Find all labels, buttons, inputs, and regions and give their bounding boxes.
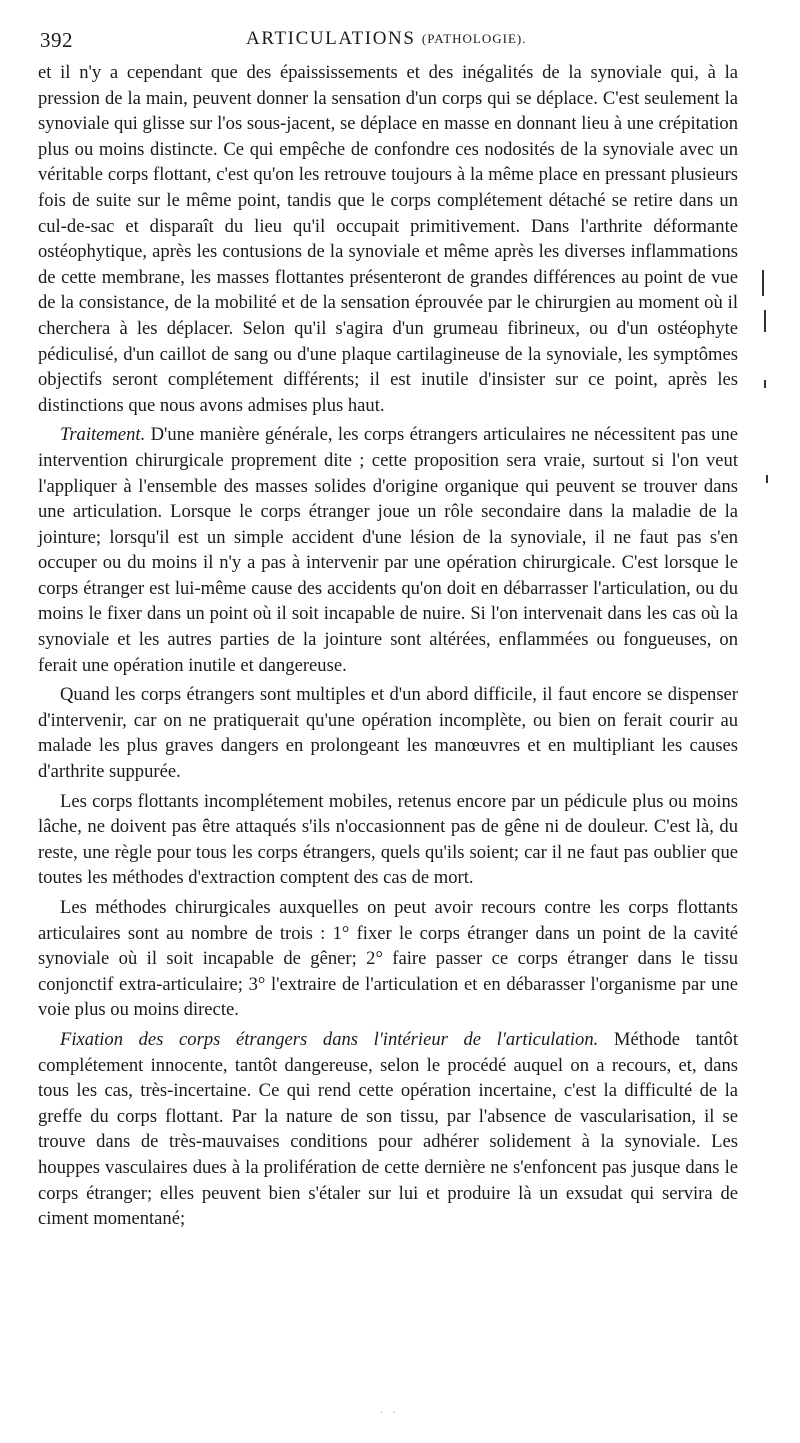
paragraph-incomplete-mobility bbox=[38, 789, 738, 891]
margin-mark bbox=[764, 380, 766, 388]
paragraph-text: et il n'y a cependant que des épaississements et des inégalités de la synoviale qui, à la pression de la main, peuvent donner la sensation d'un corps qui se déplace. C'est seulement la synoviale qui glisse sur l'os sous-jacent, se déplace en masse en donnant lieu à une crépitation plus ou moins distincte. Ce qui empêche de confondre ces nodosités de la synoviale avec un véritable corps flottant, c'est qu'on les retrouve toujours à la même place en pressant plusieurs fois de suite sur le même point, tandis que le corps complétement détaché se retire dans un cul-de-sac et disparaît du lieu qu'il occupait primitivement. Dans l'arthrite déformante ostéophytique, après les contusions de la synoviale et même après les diverses inflammations de cette membrane, les masses flottantes présenteront de grandes différences au point de vue de la consistance, de la mobilité et de la sensation éprouvée par le chirurgien au moment où il cherchera à les déplacer. Selon qu'il s'agira d'un grumeau fibrineux, ou d'un ostéophyte pédiculisé, d'un caillot de sang ou d'une plaque cartilagineuse de la synoviale, les symptômes objectifs seront complétement différents; il est inutile d'insister sur ce point, après les distinctions que nous avons admises plus haut. bbox=[38, 62, 738, 416]
paragraph-traitement bbox=[38, 422, 738, 678]
running-title bbox=[246, 28, 527, 50]
margin-marks bbox=[756, 270, 776, 500]
paragraph-methods bbox=[38, 895, 738, 1023]
page-header bbox=[30, 22, 750, 52]
running-title-main: ARTICULATIONS bbox=[246, 28, 416, 49]
paragraph-text: D'une manière générale, les corps étrangers articulaires ne nécessitent pas une intervention chirurgicale proprement dite ; cette proposition sera vraie, surtout si l'on veut l'appliquer à l'ensemble des masses solides d'origine organique qui peuvent se trouver dans une articulation. Lorsque le corps étranger joue un rôle secondaire dans la maladie de la jointure; lorsqu'il est un simple accident d'une lésion de la synoviale, il ne faut pas s'en occuper ou du moins il n'y a pas à intervenir par une opération chirurgicale. C'est lorsque le corps étranger est lui-même cause des accidents qu'on doit en débarrasser l'articulation, ou du moins le fixer dans un point où il soit incapable de nuire. Si l'on intervenait dans les cas où la synoviale et les autres parties de la jointure sont altérées, enflammées ou fongueuses, on ferait une opération inutile et dangereuse. bbox=[38, 424, 738, 676]
page-body bbox=[38, 60, 738, 1236]
section-lead-fixation: Fixation des corps étrangers dans l'intérieur de l'articulation. bbox=[60, 1028, 599, 1050]
paragraph-text: Quand les corps étrangers sont multiples et d'un abord difficile, il faut encore se dispenser d'intervenir, car on ne pratiquerait qu'une opération incomplète, ou bien on ferait courir au malade les plus graves dangers en prolongeant les manœuvres et en multipliant les causes d'arthrite suppurée. bbox=[38, 684, 738, 783]
paragraph-continuation bbox=[38, 60, 738, 418]
section-lead-traitement: Traitement. bbox=[60, 424, 146, 446]
margin-mark bbox=[764, 310, 766, 332]
paragraph-text: Les corps flottants incomplétement mobiles, retenus encore par un pédicule plus ou moins lâche, ne doivent pas être attaqués s'ils n'occasionnent pas de gêne ni de douleur. C'est là, du reste, une règle pour tous les corps étrangers, quels qu'ils soient; car il ne faut pas oublier que toutes les méthodes d'extraction comptent des cas de mort. bbox=[38, 790, 738, 889]
paragraph-text: Les méthodes chirurgicales auxquelles on peut avoir recours contre les corps flottants articulaires sont au nombre de trois : 1° fixer le corps étranger dans un point de la cavité synoviale où il soit incapable de gêner; 2° faire passer ce corps étranger dans le tissu conjonctif extra-articulaire; 3° l'extraire de l'articulation et en débarasser l'organisme par une voie plus ou moins directe. bbox=[38, 897, 738, 1021]
paragraph-multiple-bodies bbox=[38, 682, 738, 784]
footer-marks: · · bbox=[380, 1408, 399, 1419]
page-number: 392 bbox=[40, 28, 73, 52]
paragraph-fixation bbox=[38, 1027, 738, 1232]
paragraph-text: Méthode tantôt complétement innocente, tantôt dangereuse, selon le procédé auquel on a recours, et, dans tous les cas, très-incertaine. Ce qui rend cette opération incertaine, c'est la difficulté de la greffe du corps flottant. Par la nature de son tissu, par l'absence de vascularisation, il se trouve dans de très-mauvaises conditions pour adhérer solidement à la synoviale. Les houppes vasculaires dues à la prolifération de cette dernière ne s'enfoncent pas jusque dans le corps étranger; elles peuvent bien s'étaler sur lui et produire là un exsudat qui servira de ciment momentané; bbox=[38, 1028, 738, 1230]
margin-mark bbox=[762, 270, 764, 296]
margin-mark bbox=[766, 475, 768, 483]
running-title-subtitle: (PATHOLOGIE). bbox=[421, 31, 527, 46]
